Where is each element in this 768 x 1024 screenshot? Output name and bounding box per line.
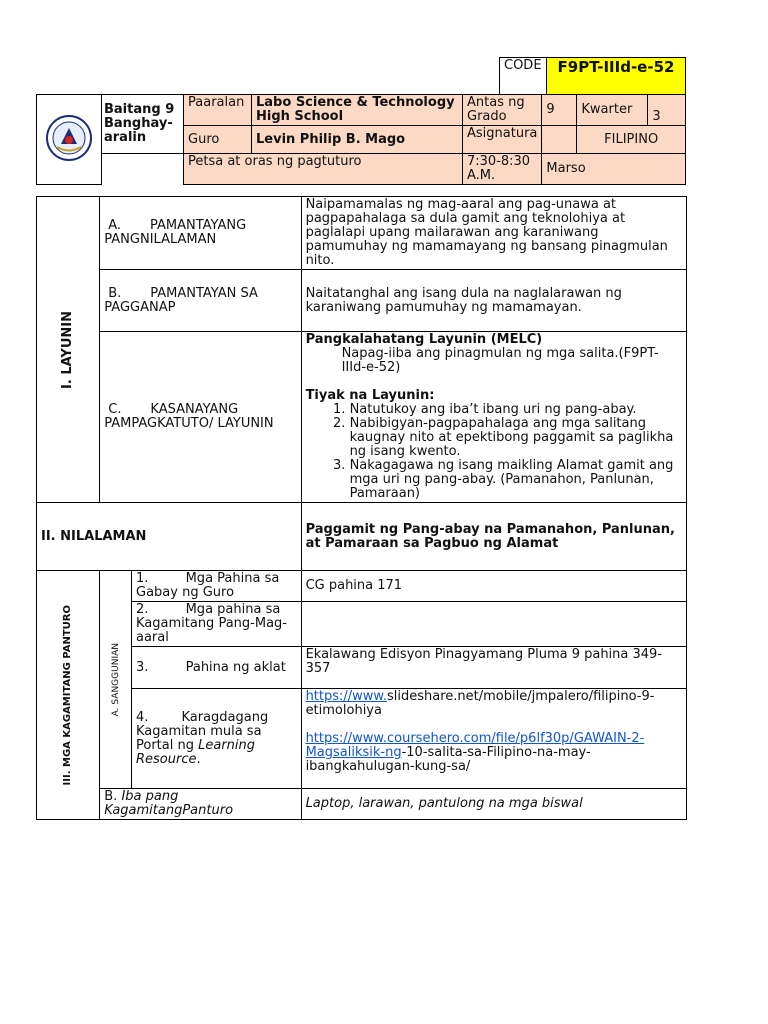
paaralan-value: Labo Science & Technology High School [252, 95, 463, 126]
slideshare-link-row: https://www.slideshare.net/mobile/jmpalero/filipino-9-etimolohiya [305, 689, 655, 718]
layunin-section [37, 197, 100, 503]
kagamitang-mag-aaral-value [301, 602, 686, 647]
code-label: CODE [500, 58, 547, 95]
coursehero-link[interactable]: https://www.coursehero.com/file/p6lf30p/GAWAIN-2-Magsaliksik-ng [305, 731, 645, 760]
gabay-guro-value: CG pahina 171 [301, 571, 686, 602]
lesson-header [36, 94, 686, 185]
portal-label: 4. Karagdagang Kagamitan mula sa Portal ng Learning Resource. [132, 689, 302, 789]
pahina-aklat-label: 3. Pahina ng aklat [132, 647, 302, 689]
asignatura-label: Asignatura [463, 126, 542, 154]
nilalaman-title: II. NILALAMAN [37, 503, 302, 571]
logo-cell [37, 95, 102, 185]
objective-item: 3. Nakagagawa ng isang maikling Alamat gamit ang mga uri ng pang-abay. (Pamanahon, Panlunan, Pamaraan) [350, 459, 682, 501]
code-box [499, 57, 686, 95]
title-spacer [102, 154, 184, 185]
antas-label: Antas ng Grado [463, 95, 542, 126]
sanggunian-section [100, 571, 132, 789]
melc-text: Napag-iiba ang pinagmulan ng mga salita.(F9PT-IIId-e-52) [341, 346, 659, 375]
tiyak-title: Tiyak na Layunin: [305, 388, 435, 403]
pamantayan-pagganap-text: Naitatanghal ang isang dula na naglalarawan ng karaniwang pamumuhay ng mamamayan. [301, 270, 686, 332]
kasanayan-label: C. KASANAYANG PAMPAGKATUTO/ LAYUNIN [100, 332, 301, 503]
buwan-value: Marso [542, 154, 686, 185]
kagamitang-mag-aaral-label: 2. Mga pahina sa Kagamitang Pang-Mag-aaral [132, 602, 302, 647]
slideshare-link[interactable]: https://www. [305, 689, 387, 704]
antas-value: 9 [542, 95, 577, 126]
portal-links [301, 689, 686, 789]
title-line-2: Banghay-aralin [104, 116, 173, 145]
objectives-list [306, 403, 682, 501]
kwarter-label: Kwarter [577, 95, 648, 126]
pamantayan-pagganap-label: B. PAMANTAYAN SA PAGGANAP [100, 270, 301, 332]
kagamitan-title: III. MGA KAGAMITANG PANTURO [62, 604, 74, 786]
paaralan-label: Paaralan [184, 95, 252, 126]
asignatura-value: FILIPINO [577, 126, 686, 154]
iba-pang-kagamitan-value: Laptop, larawan, pantulong na mga biswal [301, 789, 686, 820]
kwarter-value: 3 [648, 95, 686, 126]
pamantayang-pangnilalaman-label: A. PAMANTAYANG PANGNILALAMAN [100, 197, 301, 270]
oras-value: 7:30-8:30 A.M. [463, 154, 542, 185]
iba-pang-kagamitan-label: B. Iba pang KagamitangPanturo [100, 789, 301, 820]
petsa-label: Petsa at oras ng pagtuturo [184, 154, 463, 185]
pamantayang-pangnilalaman-text: Naipamamalas ng mag-aaral ang pag-unawa at pagpapahalaga sa dula gamit ang teknolohiya at paglalapi upang mailarawan ang karaniwang pamumuhay ng mamamayang ng bansang pinagmulan nito. [301, 197, 686, 270]
lesson-plan-table [36, 196, 687, 820]
coursehero-link-row: https://www.coursehero.com/file/p6lf30p/GAWAIN-2-Magsaliksik-ng-10-salita-sa-Filipino-na-may-ibangkahulugan-kung-sa/ [305, 731, 645, 774]
sanggunian-title: A. SANGGUNIAN [110, 642, 121, 717]
gabay-guro-label: 1. Mga Pahina sa Gabay ng Guro [132, 571, 302, 602]
asignatura-blank [542, 126, 577, 154]
objective-item: 1. Natutukoy ang iba’t ibang uri ng pang-abay. [350, 403, 682, 417]
lesson-title [102, 95, 184, 154]
layunin-title: I. LAYUNIN [60, 310, 76, 389]
melc-title: Pangkalahatang Layunin (MELC) [305, 332, 543, 347]
kagamitan-section [37, 571, 100, 820]
title-line-1: Baitang 9 [104, 102, 175, 117]
nilalaman-text: Paggamit ng Pang-abay na Pamanahon, Panlunan, at Pamaraan sa Pagbuo ng Alamat [301, 503, 686, 571]
objective-item: 2. Nabibigyan-pagpapahalaga ang mga salitang kaugnay nito at epektibong paggamit sa paglikha ng isang kwento. [350, 417, 682, 459]
deped-seal-icon [45, 114, 93, 162]
code-value: F9PT-IIId-e-52 [547, 58, 686, 95]
guro-value: Levin Philip B. Mago [252, 126, 463, 154]
guro-label: Guro [184, 126, 252, 154]
kasanayan-content [301, 332, 686, 503]
pahina-aklat-value: Ekalawang Edisyon Pinagyamang Pluma 9 pahina 349-357 [301, 647, 686, 689]
